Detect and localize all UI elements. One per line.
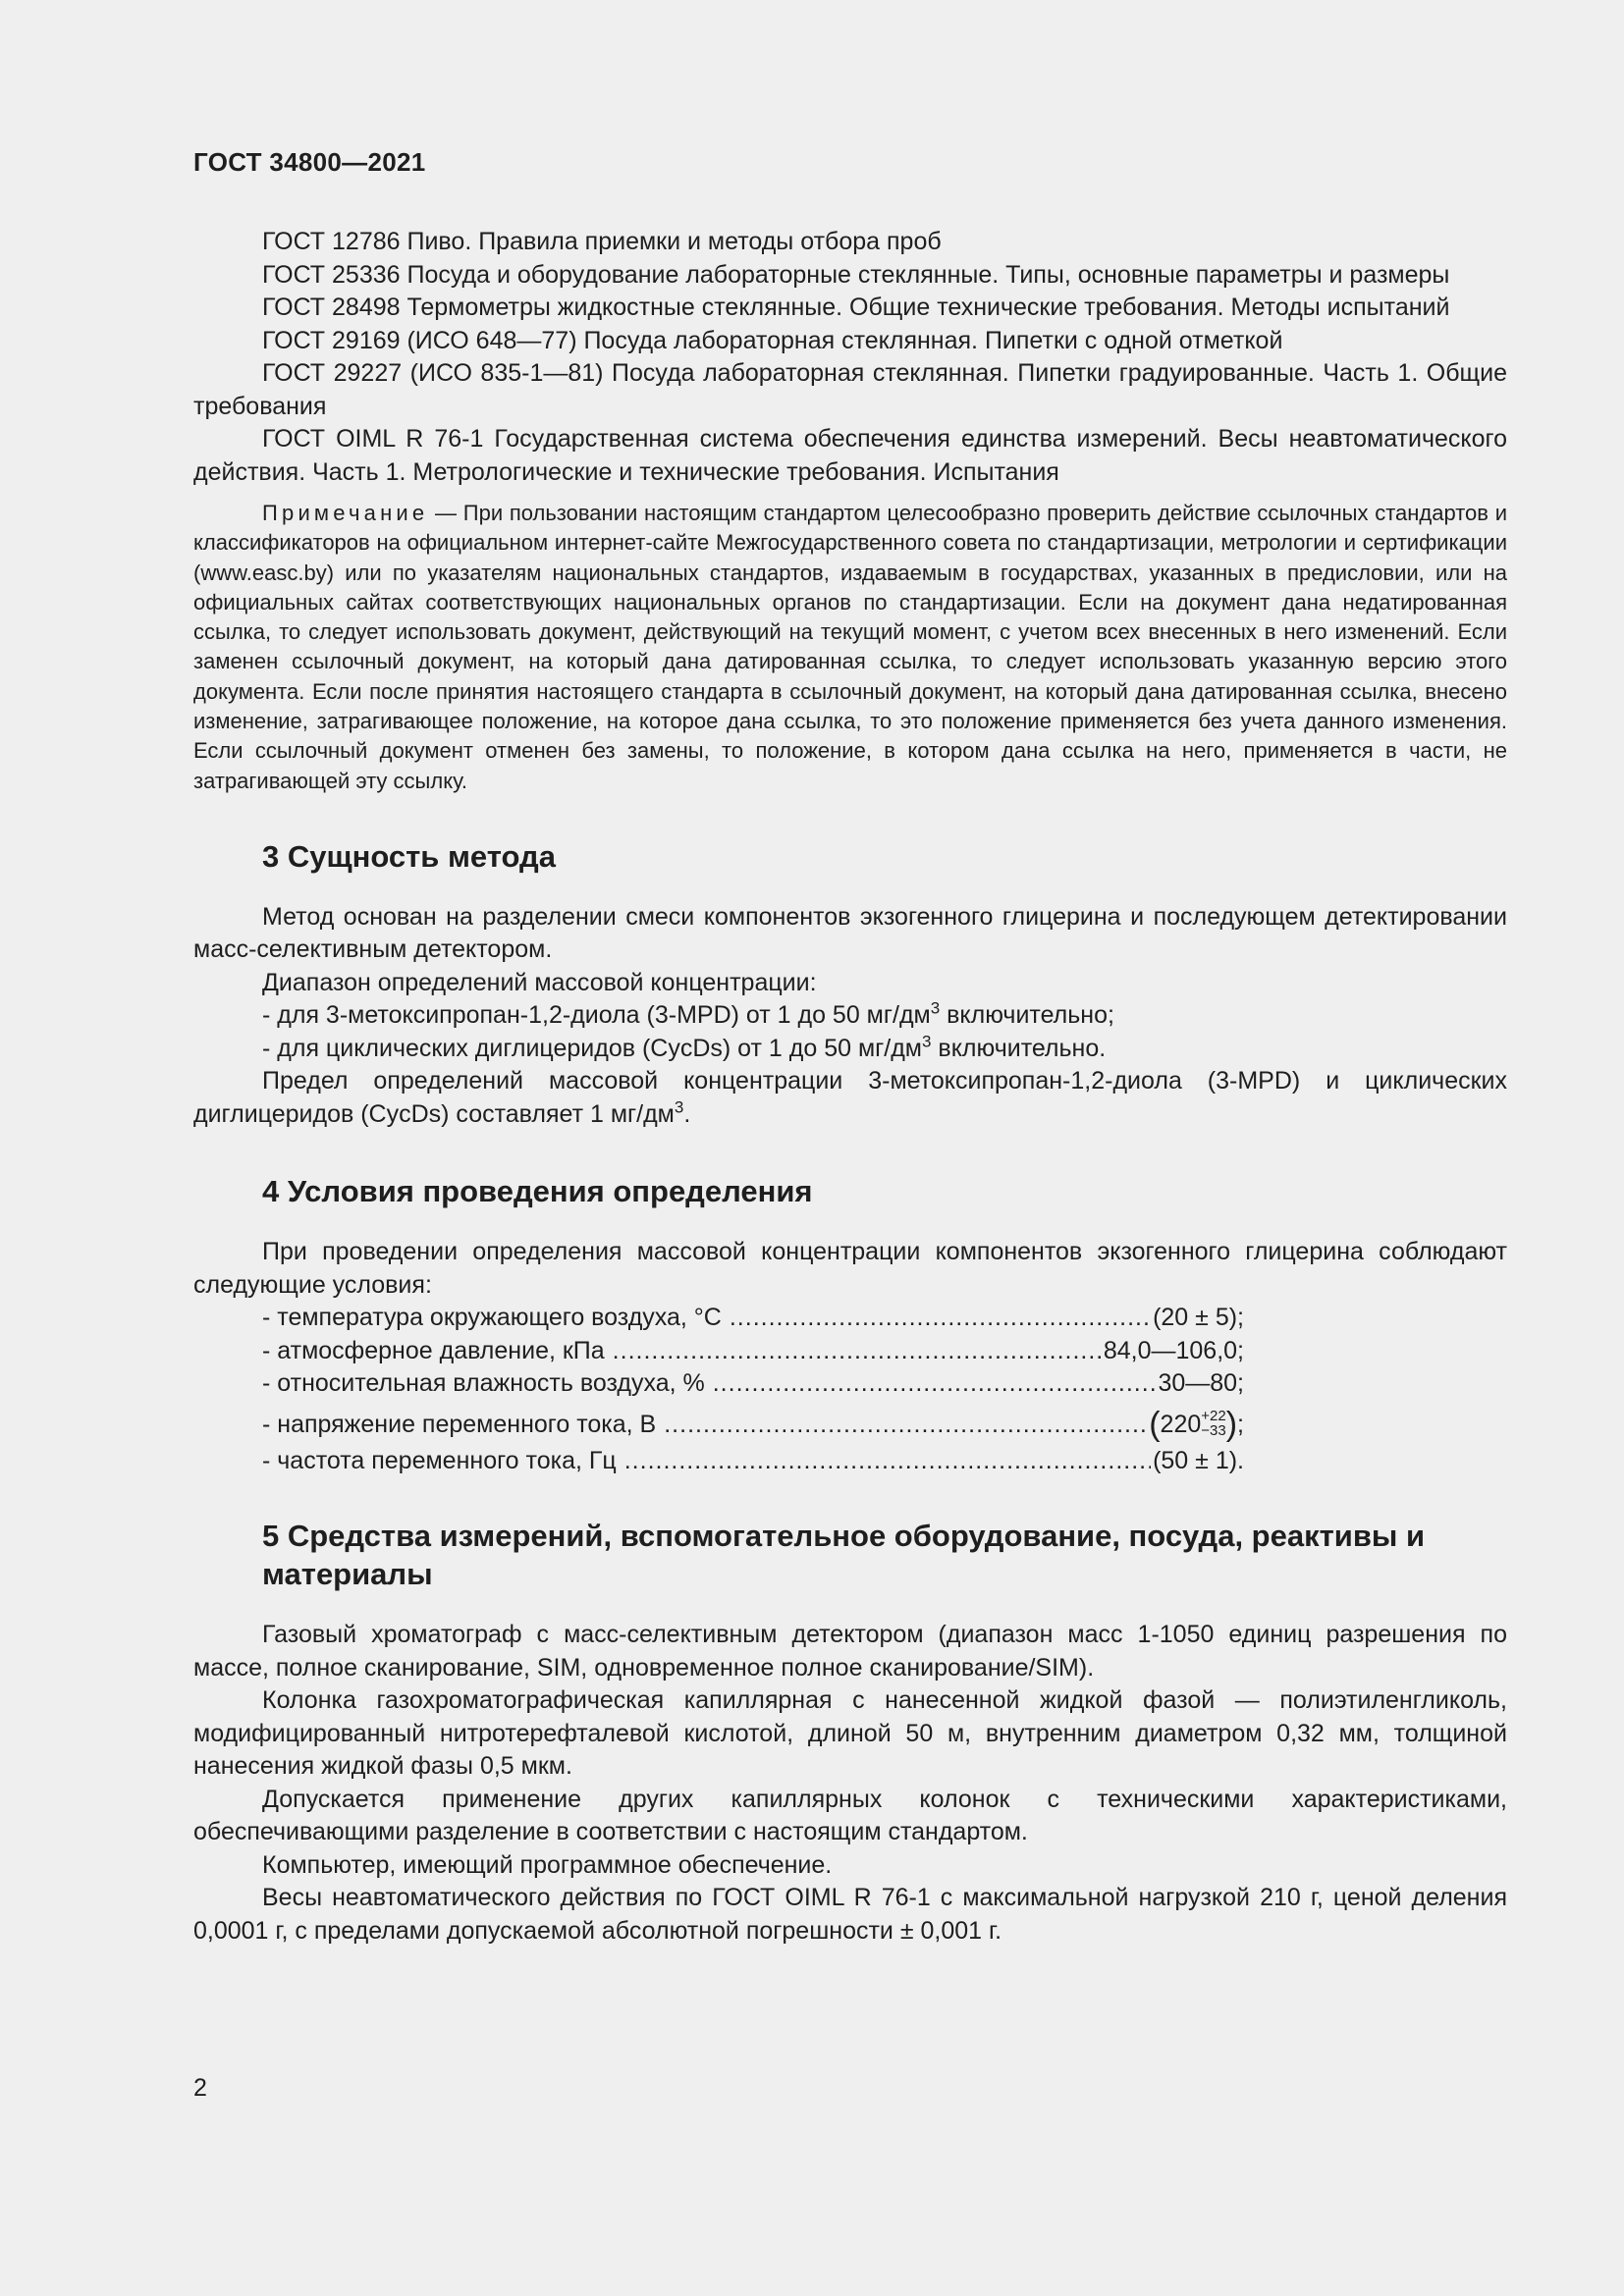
condition-label: - температура окружающего воздуха, °С [262, 1304, 722, 1332]
unit-exponent: 3 [922, 1032, 932, 1051]
condition-label: - атмосферное давление, кПа [262, 1336, 605, 1364]
section-3-title: 3 Сущность метода [262, 838, 556, 874]
range-text: - для циклических диглицеридов (CycDs) от 1 до 50 мг/дм [262, 1034, 922, 1062]
dot-leader [613, 1335, 1102, 1368]
section-3-para: Диапазон определений массовой концентрации: [262, 968, 817, 996]
condition-value: 84,0—106,0; [1103, 1336, 1244, 1364]
condition-label: - частота переменного тока, Гц [262, 1446, 617, 1474]
tolerance [1201, 1409, 1225, 1438]
condition-frequency [262, 1445, 1244, 1478]
condition-voltage [262, 1401, 1244, 1445]
section-3-range-3mpd [193, 999, 1507, 1033]
document-code: ГОСТ 34800—2021 [193, 147, 426, 177]
dot-leader [713, 1367, 1157, 1401]
dot-leader [624, 1445, 1151, 1478]
reference-item: ГОСТ 29169 (ИСО 648—77) Посуда лабораторная стеклянная. Пипетки с одной отметкой [262, 326, 1283, 354]
section-5-para: Компьютер, имеющий программное обеспечение. [262, 1850, 833, 1879]
note-text: — При пользовании настоящим стандартом целесообразно проверить действие ссылочных стандартов и классификаторов на официальном интернет-сайте Межгосударственного совета по стандартизации, метрологии и сертификации (www.easc.by) или по указателям национальных стандартов, издаваемым в государствах, указанных в предисловии, или на официальных сайтах соответствующих национальных органов по стандартизации. Если на документ дана недатированная ссылка, то следует использовать документ, действующий на текущий момент, с учетом всех внесенных в него изменений. Если заменен ссылочный документ, на который дана датированная ссылка, то следует использовать указанную версию этого документа. Если после принятия настоящего стандарта в ссылочный документ, на который дана датированная ссылка, внесено изменение, затрагивающее положение, на которое дана ссылка, то это положение применяется без учета данного изменения. Если ссылочный документ отменен без замены, то положение, в котором дана ссылка на него, применяется в части, не затрагивающей эту ссылку. [193, 501, 1507, 793]
section-3-para: Метод основан на разделении смеси компонентов экзогенного глицерина и последующем детектировании масс-селективным детектором. [193, 902, 1507, 964]
condition-pressure [262, 1335, 1244, 1368]
section-5-title: 5 Средства измерений, вспомогательное оборудование, посуда, реактивы и материалы [262, 1519, 1426, 1592]
unit-exponent: 3 [930, 999, 941, 1019]
condition-label: - напряжение переменного тока, В [262, 1410, 657, 1438]
open-paren: ( [1149, 1405, 1161, 1443]
condition-value: 30—80; [1158, 1369, 1244, 1398]
reference-item: ГОСТ 29227 (ИСО 835-1—81) Посуда лабораторная стеклянная. Пипетки градуированные. Часть 1. Общие требования [193, 359, 1507, 420]
reference-item: ГОСТ 25336 Посуда и оборудование лабораторные стеклянные. Типы, основные параметры и размеры [262, 260, 1450, 289]
condition-temperature [262, 1302, 1244, 1335]
section-4-para: При проведении определения массовой концентрации компонентов экзогенного глицерина соблюдают следующие условия: [193, 1238, 1507, 1299]
condition-label: - относительная влажность воздуха, % [262, 1369, 705, 1398]
condition-value [1149, 1401, 1244, 1445]
page-number: 2 [193, 2074, 207, 2102]
dot-leader [664, 1404, 1147, 1445]
section-5-para: Колонка газохроматографическая капиллярная с нанесенной жидкой фазой — полиэтиленгликоль, модифицированный нитротерефталевой кислотой, длиной 50 м, внутренним диаметром 0,32 мм, толщиной нанесения жидкой фазы 0,5 мкм. [193, 1686, 1507, 1781]
value-tail: ; [1237, 1410, 1244, 1438]
section-5-para: Допускается применение других капиллярных колонок с техническими характеристиками, обеспечивающими разделение в соответствии с настоящим стандартом. [193, 1785, 1507, 1846]
note-label: Примечание [262, 501, 429, 525]
section-3 [193, 837, 1507, 1132]
reference-item: ГОСТ 12786 Пиво. Правила приемки и методы отбора проб [262, 228, 942, 255]
tolerance-lower: −33 [1201, 1422, 1226, 1440]
range-text-tail: включительно. [931, 1034, 1107, 1062]
section-3-limit [193, 1065, 1507, 1131]
condition-value: (20 ± 5); [1153, 1304, 1244, 1332]
page-content [193, 226, 1507, 1948]
range-text: - для 3-метоксипропан-1,2-диола (3-MPD) от 1 до 50 мг/дм [262, 1001, 931, 1030]
section-4-title: 4 Условия проведения определения [262, 1174, 813, 1209]
section-5 [193, 1517, 1507, 1948]
condition-humidity [262, 1367, 1244, 1401]
normative-references [193, 226, 1507, 796]
section-5-para: Весы неавтоматического действия по ГОСТ OIML R 76-1 с максимальной нагрузкой 210 г, ценой деления 0,0001 г, с пределами допускаемой абсолютной погрешности ± 0,001 г. [193, 1884, 1507, 1945]
limit-text-tail: . [683, 1099, 691, 1128]
section-4 [193, 1172, 1507, 1477]
limit-text: Предел определений массовой концентрации 3-метоксипропан-1,2-диола (3-MPD) и циклических диглицеридов (CycDs) составляет 1 мг/дм [193, 1067, 1507, 1128]
range-text-tail: включительно; [940, 1001, 1114, 1030]
reference-item: ГОСТ OIML R 76-1 Государственная система обеспечения единства измерений. Весы неавтоматического действия. Часть 1. Метрологические и технические требования. Испытания [193, 425, 1507, 486]
unit-exponent: 3 [674, 1097, 684, 1117]
reference-item: ГОСТ 28498 Термометры жидкостные стеклянные. Общие технические требования. Методы испытаний [262, 294, 1450, 321]
voltage-nominal: 220 [1160, 1410, 1202, 1438]
section-3-range-cycds [193, 1033, 1507, 1066]
condition-value: (50 ± 1). [1153, 1446, 1244, 1474]
conditions-list [193, 1302, 1507, 1477]
tolerance-upper: +22 [1201, 1408, 1226, 1425]
section-5-para: Газовый хроматограф с масс-селективным детектором (диапазон масс 1-1050 единиц разрешения по массе, полное сканирование, SIM, одновременное полное сканирование/SIM). [193, 1621, 1507, 1682]
close-paren: ) [1225, 1405, 1238, 1443]
note-paragraph [193, 499, 1507, 796]
dot-leader [730, 1302, 1151, 1335]
